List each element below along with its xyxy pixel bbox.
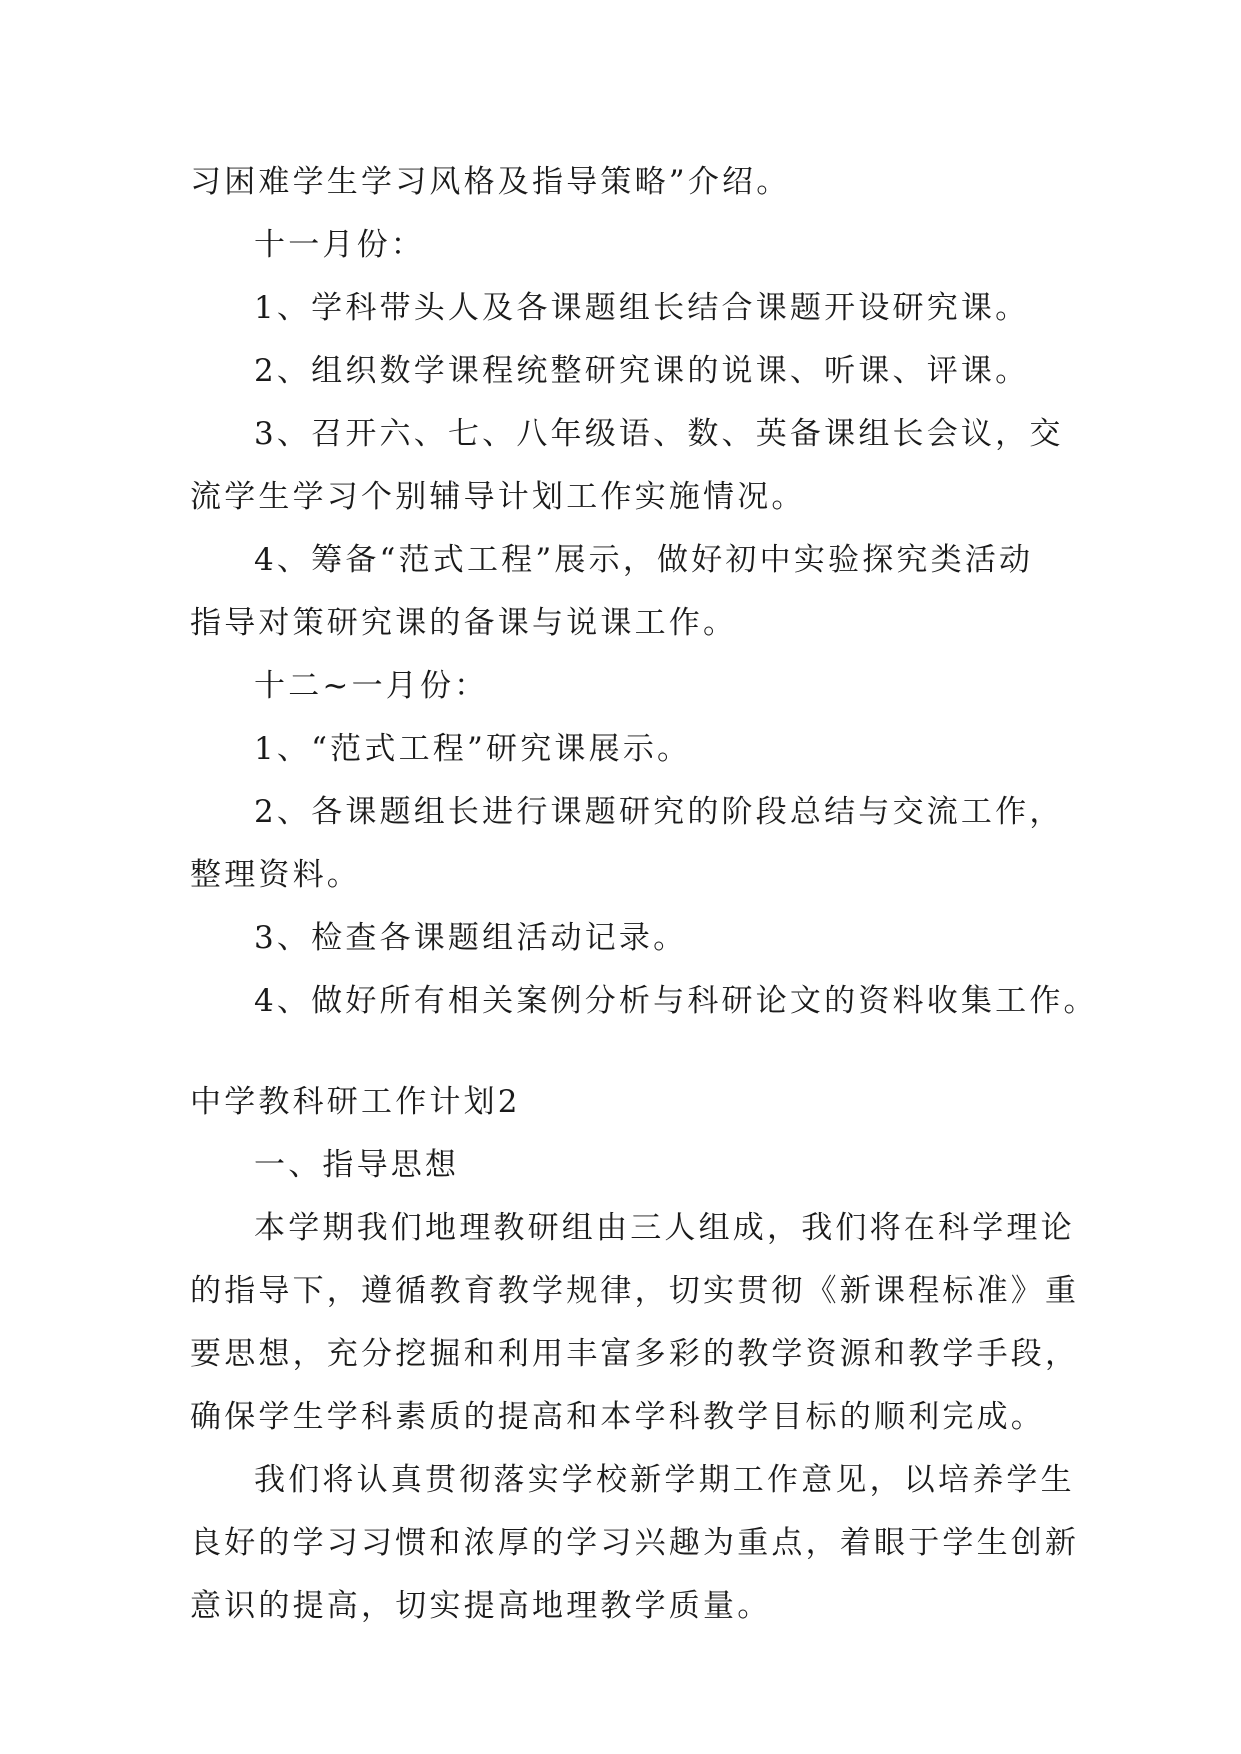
text-line: 十二~一月份： <box>254 668 489 704</box>
text-line: 整理资料。 <box>190 857 361 893</box>
text-line: 确保学生学科素质的提高和本学科教学目标的顺利完成。 <box>190 1399 1045 1435</box>
text-line: 良好的学习习惯和浓厚的学习兴趣为重点，着眼于学生创新 <box>190 1525 1080 1561</box>
text-line: 1、学科带头人及各课题组长结合课题开设研究课。 <box>254 290 1030 326</box>
text-line: 1、“范式工程”研究课展示。 <box>254 731 692 767</box>
text-line: 4、筹备“范式工程”展示，做好初中实验探究类活动 <box>254 542 1034 578</box>
text-line: 流学生学习个别辅导计划工作实施情况。 <box>190 479 806 515</box>
text-line: 意识的提高，切实提高地理教学质量。 <box>190 1588 772 1624</box>
section-heading: 一、指导思想 <box>254 1147 460 1183</box>
text-line: 3、检查各课题组活动记录。 <box>254 920 688 956</box>
text-line: 2、各课题组长进行课题研究的阶段总结与交流工作， <box>254 794 1064 830</box>
text-line: 3、召开六、七、八年级语、数、英备课组长会议，交 <box>254 416 1064 452</box>
text-line: 的指导下，遵循教育教学规律，切实贯彻《新课程标准》重 <box>190 1273 1080 1309</box>
text-line: 4、做好所有相关案例分析与科研论文的资料收集工作。 <box>254 983 1098 1019</box>
text-line: 我们将认真贯彻落实学校新学期工作意见，以培养学生 <box>254 1462 1075 1498</box>
text-line: 习困难学生学习风格及指导策略”介绍。 <box>190 164 791 200</box>
text-line: 要思想，充分挖掘和利用丰富多彩的教学资源和教学手段， <box>190 1336 1080 1372</box>
text-line: 指导对策研究课的备课与说课工作。 <box>190 605 738 641</box>
section-title: 中学教科研工作计划2 <box>190 1084 521 1120</box>
text-line: 2、组织数学课程统整研究课的说课、听课、评课。 <box>254 353 1030 389</box>
text-line: 本学期我们地理教研组由三人组成，我们将在科学理论 <box>254 1210 1075 1246</box>
text-line: 十一月份： <box>254 227 425 263</box>
